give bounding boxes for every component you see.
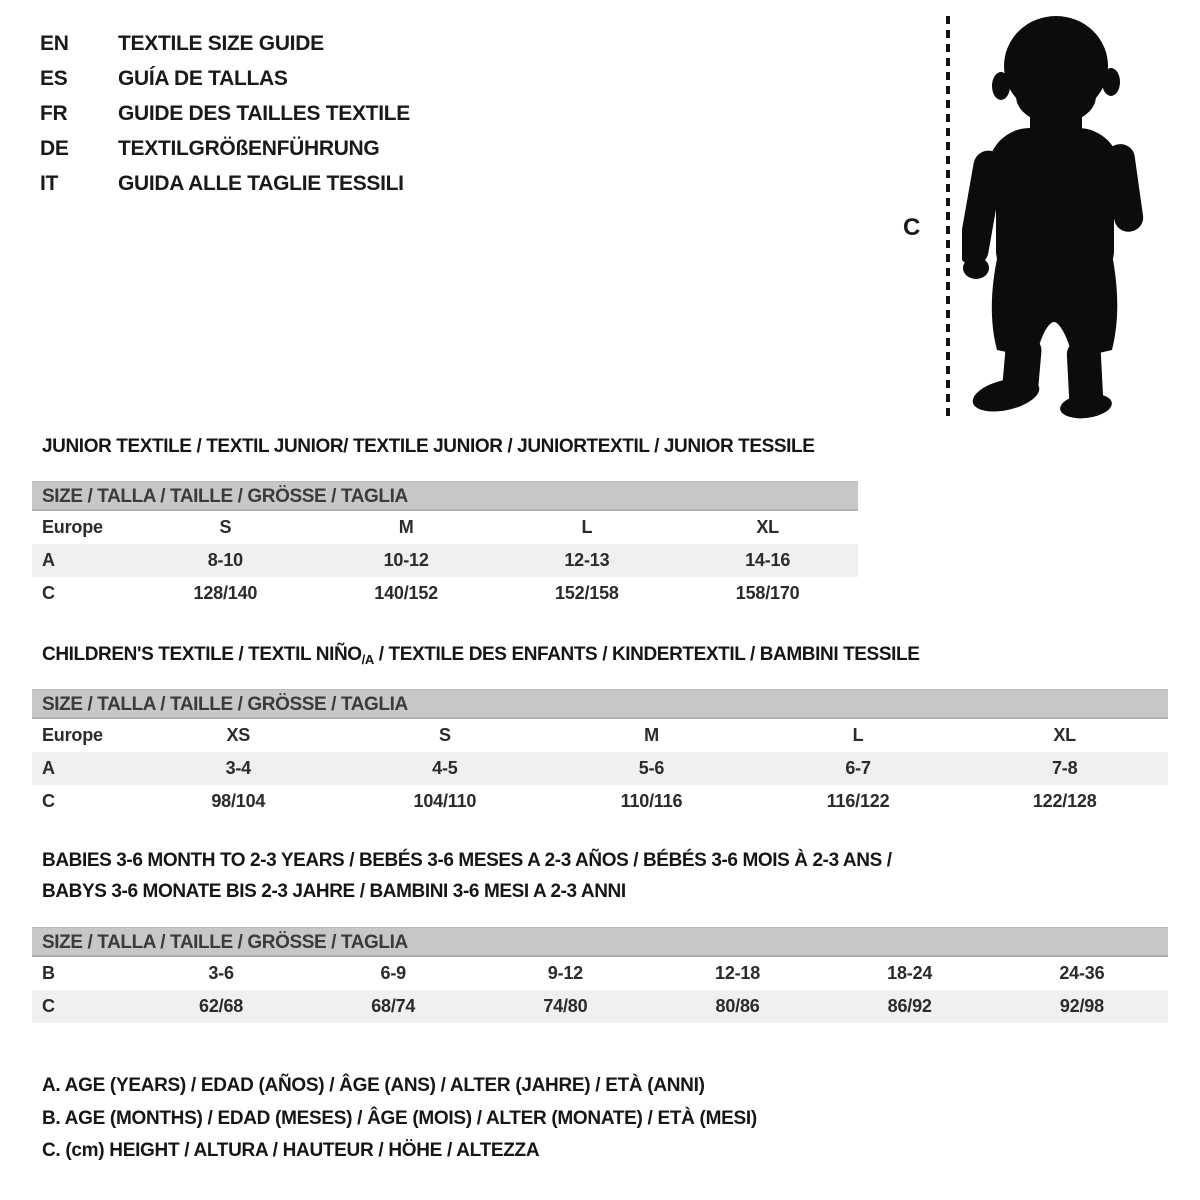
size-header-bar: SIZE / TALLA / TAILLE / GRÖSSE / TAGLIA [32, 481, 858, 511]
row-label: A [42, 758, 55, 778]
junior-section-title: JUNIOR TEXTILE / TEXTIL JUNIOR/ TEXTILE JUNIOR / JUNIORTEXTIL / JUNIOR TESSILE [42, 436, 815, 457]
height-cell: 104/110 [413, 791, 477, 811]
table-row-height [32, 990, 1168, 1023]
age-cell: 4-5 [432, 758, 458, 778]
size-header-bar: SIZE / TALLA / TAILLE / GRÖSSE / TAGLIA [32, 927, 1168, 957]
language-title: GUIDA ALLE TAGLIE TESSILI [118, 171, 404, 195]
age-cell: 8-10 [207, 550, 243, 570]
table-row-europe [32, 511, 858, 544]
children-title-sub: /A [361, 652, 374, 667]
legend-line-c: C. (cm) HEIGHT / ALTURA / HAUTEUR / HÖHE / ALTEZZA [42, 1140, 540, 1161]
babies-section-title [42, 845, 892, 907]
babies-size-table [32, 927, 1168, 1023]
height-measure-label: C [903, 214, 921, 241]
language-title: GUIDE DES TAILLES TEXTILE [118, 101, 410, 125]
size-cell: XS [226, 725, 251, 745]
size-cell: S [438, 725, 451, 745]
height-cell: 92/98 [1059, 996, 1104, 1016]
language-title: GUÍA DE TALLAS [118, 66, 288, 90]
size-cell: S [219, 517, 232, 537]
size-cell: XL [756, 517, 779, 537]
age-cell: 6-7 [845, 758, 871, 778]
language-code: EN [40, 31, 69, 55]
babies-title-line1: BABIES 3-6 MONTH TO 2-3 YEARS / BEBÉS 3-6 MESES A 2-3 AÑOS / BÉBÉS 3-6 MOIS À 2-3 ANS / [42, 850, 892, 871]
row-label: A [42, 550, 55, 570]
language-code: IT [40, 171, 59, 195]
row-label: Europe [42, 517, 103, 537]
age-cell: 3-6 [208, 963, 234, 983]
row-label: B [42, 963, 55, 983]
row-label: Europe [42, 725, 103, 745]
table-row-months [32, 957, 1168, 990]
height-cell: 158/170 [735, 583, 800, 603]
age-cell: 6-9 [380, 963, 406, 983]
language-title-list [40, 26, 410, 201]
children-section-title [42, 644, 919, 667]
babies-title-line2: BABYS 3-6 MONATE BIS 2-3 JAHRE / BAMBINI 3-6 MESI A 2-3 ANNI [42, 881, 626, 902]
age-cell: 14-16 [745, 550, 791, 570]
height-cell: 74/80 [543, 996, 588, 1016]
language-row-de [40, 131, 410, 166]
junior-size-table [32, 481, 858, 610]
height-cell: 68/74 [371, 996, 416, 1016]
height-cell: 140/152 [374, 583, 438, 603]
height-dashed-line [946, 16, 950, 420]
language-code: DE [40, 136, 69, 160]
language-title: TEXTILE SIZE GUIDE [118, 31, 324, 55]
size-cell: L [852, 725, 864, 745]
size-cell: M [398, 517, 414, 537]
size-cell: XL [1053, 725, 1076, 745]
children-title-suffix: / TEXTILE DES ENFANTS / KINDERTEXTIL / BAMBINI TESSILE [373, 644, 920, 665]
children-size-table [32, 689, 1168, 818]
age-cell: 9-12 [547, 963, 583, 983]
age-cell: 10-12 [383, 550, 429, 570]
language-row-es [40, 61, 410, 96]
size-header-bar: SIZE / TALLA / TAILLE / GRÖSSE / TAGLIA [32, 689, 1168, 719]
height-cell: 128/140 [193, 583, 258, 603]
language-row-fr [40, 96, 410, 131]
age-cell: 7-8 [1051, 758, 1078, 778]
height-cell: 98/104 [211, 791, 266, 811]
measure-legend [42, 1070, 757, 1168]
row-label: C [42, 791, 55, 811]
language-code: FR [40, 101, 68, 125]
age-cell: 3-4 [225, 758, 251, 778]
table-row-height [32, 785, 1168, 818]
height-cell: 122/128 [1032, 791, 1097, 811]
legend-line-a: A. AGE (YEARS) / EDAD (AÑOS) / ÂGE (ANS) / ALTER (JAHRE) / ETÀ (ANNI) [42, 1075, 705, 1096]
height-cell: 116/122 [826, 791, 890, 811]
age-cell: 12-13 [564, 550, 610, 570]
height-cell: 152/158 [555, 583, 619, 603]
language-row-en [40, 26, 410, 61]
age-cell: 18-24 [887, 963, 933, 983]
table-row-europe [32, 719, 1168, 752]
table-row-height [32, 577, 858, 610]
height-cell: 80/86 [715, 996, 760, 1016]
language-title: TEXTILGRÖßENFÜHRUNG [118, 136, 380, 160]
age-cell: 12-18 [715, 963, 761, 983]
size-cell: L [581, 517, 593, 537]
language-code: ES [40, 66, 68, 90]
table-row-age [32, 752, 1168, 785]
age-cell: 5-6 [638, 758, 665, 778]
table-row-age [32, 544, 858, 577]
age-cell: 24-36 [1059, 963, 1105, 983]
height-cell: 86/92 [887, 996, 932, 1016]
row-label: C [42, 996, 55, 1016]
height-cell: 110/116 [620, 791, 683, 811]
language-row-it [40, 166, 410, 201]
legend-line-b: B. AGE (MONTHS) / EDAD (MESES) / ÂGE (MOIS) / ALTER (MONATE) / ETÀ (MESI) [42, 1107, 757, 1129]
height-cell: 62/68 [199, 996, 244, 1016]
children-title-prefix: CHILDREN'S TEXTILE / TEXTIL NIÑO [42, 644, 362, 665]
row-label: C [42, 583, 55, 603]
size-cell: M [644, 725, 659, 745]
baby-silhouette-icon [962, 14, 1146, 420]
